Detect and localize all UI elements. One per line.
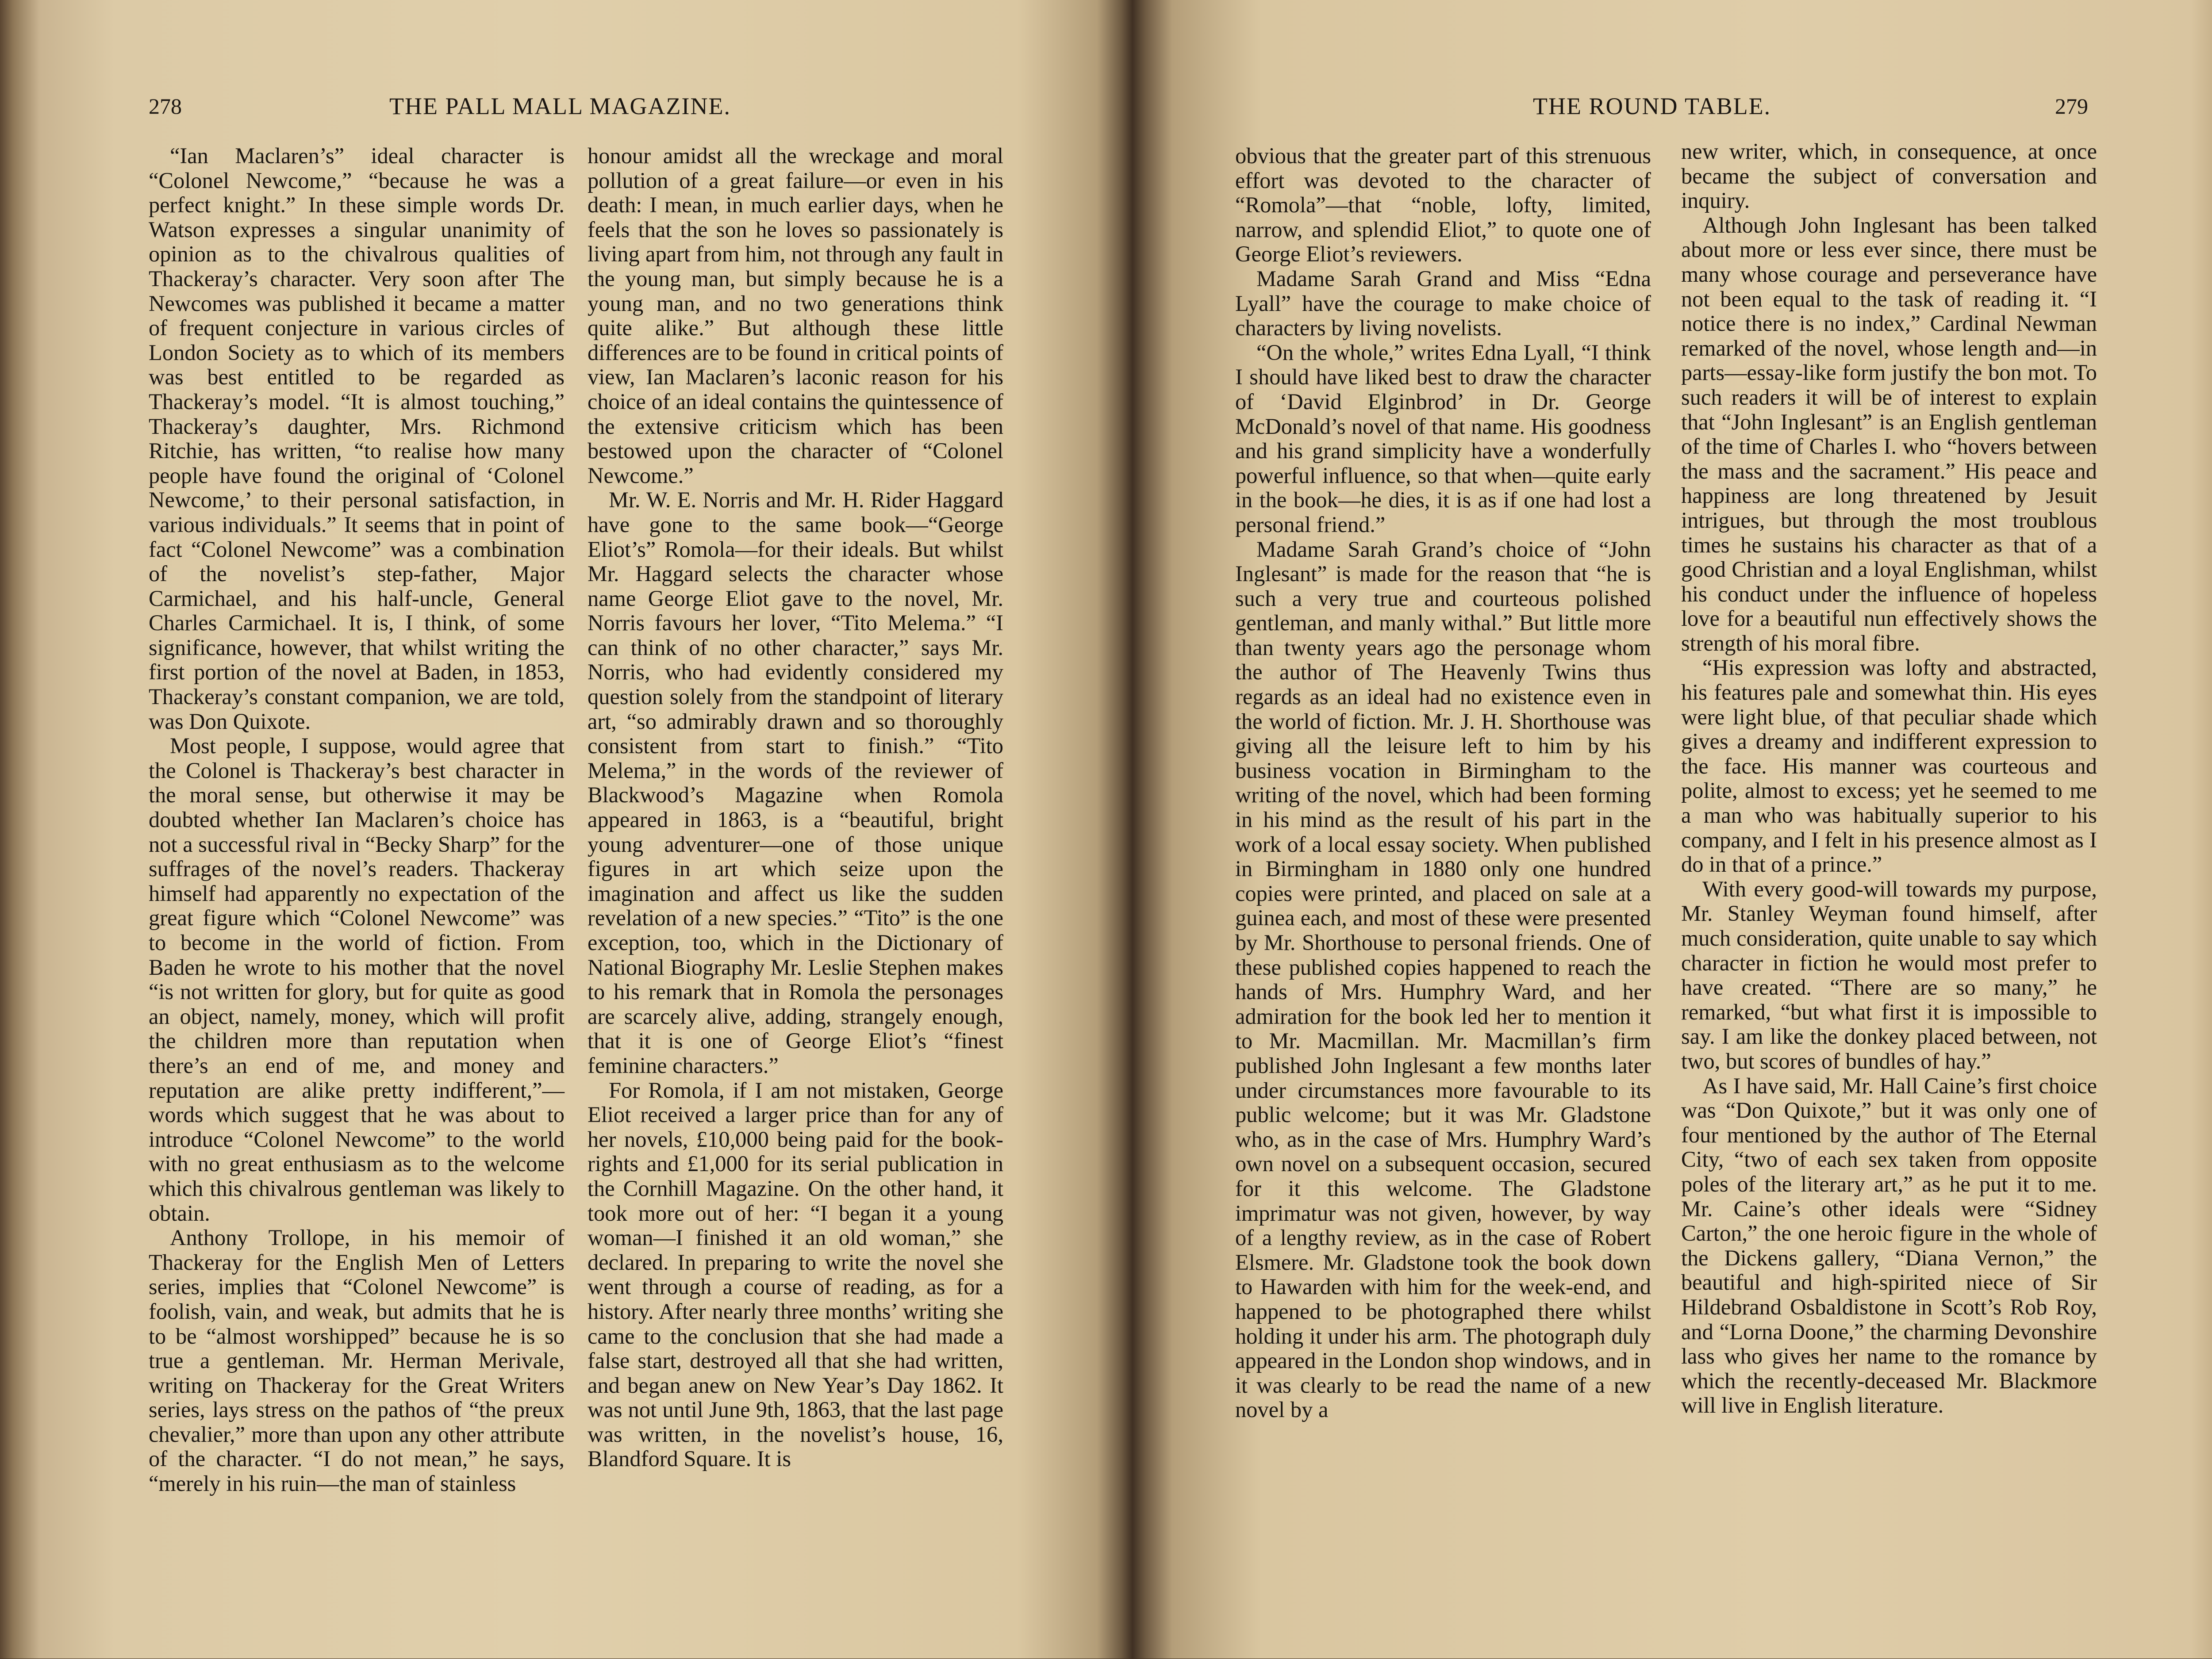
paragraph: With every good-will towards my purpose, Mr. Stanley Weyman found himself, after much consideration, quite unable to say which character in fiction he would most prefer to have created. “There are so many,” he remarked, “but what first it is impossible to say. I am like the donkey placed between, not two, but scores of bundles of hay.” <box>1681 876 2097 1073</box>
text-column-1 <box>1235 144 1651 1422</box>
text-column-2 <box>588 144 1003 1471</box>
text-column-1 <box>149 144 565 1496</box>
paragraph: Although John Inglesant has been talked about more or less ever since, there must be many whose courage and perseverance have not been equal to the task of reading it. “I notice there is no index,” Cardinal Newman remarked of the novel, whose length and—in parts—essay-like form justify the bon mot. To such readers it will be of interest to explain that “John Inglesant” is an English gentleman of the time of Charles I. who “hovers between the mass and the sacrament.” His peace and happiness are long threatened by Jesuit intrigues, but through the most troublous times he sustains his character as that of a good Christian and a loyal Englishman, whilst his conduct under the influence of hopeless love for a beautiful nun effectively shows the strength of his moral fibre. <box>1681 212 2097 655</box>
page-number: 279 <box>2055 94 2088 119</box>
running-head: THE PALL MALL MAGAZINE. <box>389 93 731 119</box>
paragraph: Mr. W. E. Norris and Mr. H. Rider Haggard have gone to the same book—“George Eliot’s” Romola—for their ideals. But whilst Mr. Haggard selects the character whose name George Eliot gave to the novel, Mr. Norris favours her lover, “Tito Melema.” “I can think of no other character,” says Mr. Norris, who had evidently considered my question solely from the standpoint of literary art, “so admirably drawn and so thoroughly consistent from start to finish.” “Tito Melema,” in the words of the reviewer of Blackwood’s Magazine when Romola appeared in 1863, is a “beautiful, bright young adventurer—one of those unique figures in art which seize upon the imagination and affect us like the sudden revelation of a new species.” “Tito” is the one exception, too, which in the Dictionary of National Biography Mr. Leslie Stephen makes to his remark that in Romola the personages are scarcely alive, adding, strangely enough, that it is one of George Eliot’s “finest feminine characters.” <box>588 487 1003 1078</box>
paragraph: Anthony Trollope, in his memoir of Thackeray for the English Men of Letters series, implies that “Colonel Newcome” is foolish, vain, and weak, but admits that he is to be “almost worshipped” because he is so true a gentleman. Mr. Herman Merivale, writing on Thackeray for the Great Writers series, lays stress on the pathos of “the preux chevalier,” more than upon any other attribute of the character. “I do not mean,” he says, “merely in his ruin—the man of stainless <box>149 1225 565 1496</box>
text-column-2 <box>1681 139 2097 1418</box>
right-page <box>1133 0 2212 1659</box>
paragraph: obvious that the greater part of this strenuous effort was devoted to the character of “Romola”—that “noble, lofty, limited, narrow, and splendid Eliot,” to quote one of George Eliot’s reviewers. <box>1235 143 1651 267</box>
running-head: THE ROUND TABLE. <box>1533 93 1771 119</box>
page-number: 278 <box>149 94 182 119</box>
paragraph: Madame Sarah Grand’s choice of “John Inglesant” is made for the reason that “he is such a very true and courteous polished gentleman, and manly withal.” But little more than twenty years ago the personage whom the author of The Heavenly Twins thus regards as an ideal had no existence even in the world of fiction. Mr. J. H. Shorthouse was giving all the leisure left to him by his business vocation in Birmingham to the writing of the novel, which had been forming in his mind as the result of his part in the work of a local essay society. When published in Birmingham in 1880 only one hundred copies were printed, and placed on sale at a guinea each, and most of these were presented by Mr. Shorthouse to personal friends. One of these published copies happened to reach the hands of Mrs. Humphry Ward, and her admiration for the book led her to mention it to Mr. Macmillan. Mr. Macmillan’s firm published John Inglesant a few months later under circumstances more favourable to its public welcome; but it was Mr. Gladstone who, as in the case of Mrs. Humphry Ward’s own novel on a subsequent occasion, secured for it this welcome. The Gladstone imprimatur was not given, however, by way of a lengthy review, as in the case of Robert Elsmere. Mr. Gladstone took the book down to Hawarden with him for the week-end, and happened to be photographed there whilst holding it under his arm. The photograph duly appeared in the London shop windows, and in it was clearly to be read the name of a new novel by a <box>1235 536 1651 1422</box>
paragraph: As I have said, Mr. Hall Caine’s first choice was “Don Quixote,” but it was only one of four mentioned by the author of The Eternal City, “two of each sex taken from opposite poles of the literary art,” as he put it to me. Mr. Caine’s other ideals were “Sidney Carton,” the one heroic figure in the whole of the Dickens gallery, “Diana Vernon,” the beautiful and high-spirited niece of Sir Hildebrand Osbaldistone in Scott’s Rob Roy, and “Lorna Doone,” the charming Devonshire lass who gives her name to the romance by which the recently-deceased Mr. Blackmore will live in English literature. <box>1681 1073 2097 1418</box>
paragraph: “Ian Maclaren’s” ideal character is “Colonel Newcome,” “because he was a perfect knight.” In these simple words Dr. Watson expresses a singular unanimity of opinion as to the chivalrous qualities of Thackeray’s character. Very soon after The Newcomes was published it became a matter of frequent conjecture in various circles of London Society as to which of its members was best entitled to be regarded as Thackeray’s model. “It is almost touching,” Thackeray’s daughter, Mrs. Richmond Ritchie, has written, “to realise how many people have found the original of ‘Colonel Newcome,’ to their personal satisfaction, in various individuals.” It seems that in point of fact “Colonel Newcome” was a combination of the novelist’s step-father, Major Carmichael, and his half-uncle, General Charles Carmichael. It is, I think, of some significance, however, that whilst writing the first portion of the novel at Baden, in 1853, Thackeray’s constant companion, we are told, was Don Quixote. <box>149 143 565 734</box>
paragraph: new writer, which, in consequence, at once became the subject of conversation and inquiry. <box>1681 139 2097 213</box>
paragraph: “His expression was lofty and abstracted, his features pale and somewhat thin. His eyes were light blue, of that peculiar shade which gives a dreamy and indifferent expression to the face. His manner was courteous and polite, almost to excess; yet he seemed to me a man who was habitually superior to his company, and I felt in his presence almost as I do in that of a prince.” <box>1681 655 2097 877</box>
paragraph: honour amidst all the wreckage and moral pollution of a great failure—or even in his death: I mean, in much earlier days, when he feels that the son he loves so passionately is living apart from him, not through any fault in the young man, but simply because he is a young man, and no two generations think quite alike.” But although these little differences are to be found in critical points of view, Ian Maclaren’s laconic reason for his choice of an ideal contains the quintessence of the extensive criticism which has been bestowed upon the character of “Colonel Newcome.” <box>588 143 1003 488</box>
paragraph: Madame Sarah Grand and Miss “Edna Lyall” have the courage to make choice of characters by living novelists. <box>1235 266 1651 341</box>
paragraph: Most people, I suppose, would agree that the Colonel is Thackeray’s best character in the moral sense, but otherwise it may be doubted whether Ian Maclaren’s choice has not a successful rival in “Becky Sharp” for the suffrages of the novel’s readers. Thackeray himself had apparently no expectation of the great figure which “Colonel Newcome” was to become in the world of fiction. From Baden he wrote to his mother that the novel “is not written for glory, but for quite as good an object, namely, money, which will profit the children more than reputation when there’s an end of me, and money and reputation are alike pretty indifferent,”—words which suggest that he was about to introduce “Colonel Newcome” to the world with no great enthusiasm as to the welcome which this chivalrous gentleman was likely to obtain. <box>149 733 565 1226</box>
paragraph: “On the whole,” writes Edna Lyall, “I think I should have liked best to draw the character of ‘David Elginbrod’ in Dr. George McDonald’s novel of that name. His goodness and his grand simplicity have a wonderfully powerful influence, so that when—quite early in the book—he dies, it is as if one had lost a personal friend.” <box>1235 340 1651 537</box>
paragraph: For Romola, if I am not mistaken, George Eliot received a larger price than for any of her novels, £10,000 being paid for the book-rights and £1,000 for its serial publication in the Cornhill Magazine. On the other hand, it took more out of her: “I began it a young woman—I finished it an old woman,” she declared. In preparing to write the novel she went through a course of reading, as for a history. After nearly three months’ writing she came to the conclusion that she had made a false start, destroyed all that she had written, and began anew on New Year’s Day 1862. It was not until June 9th, 1863, that the last page was written, in the novelist’s house, 16, Blandford Square. It is <box>588 1077 1003 1471</box>
